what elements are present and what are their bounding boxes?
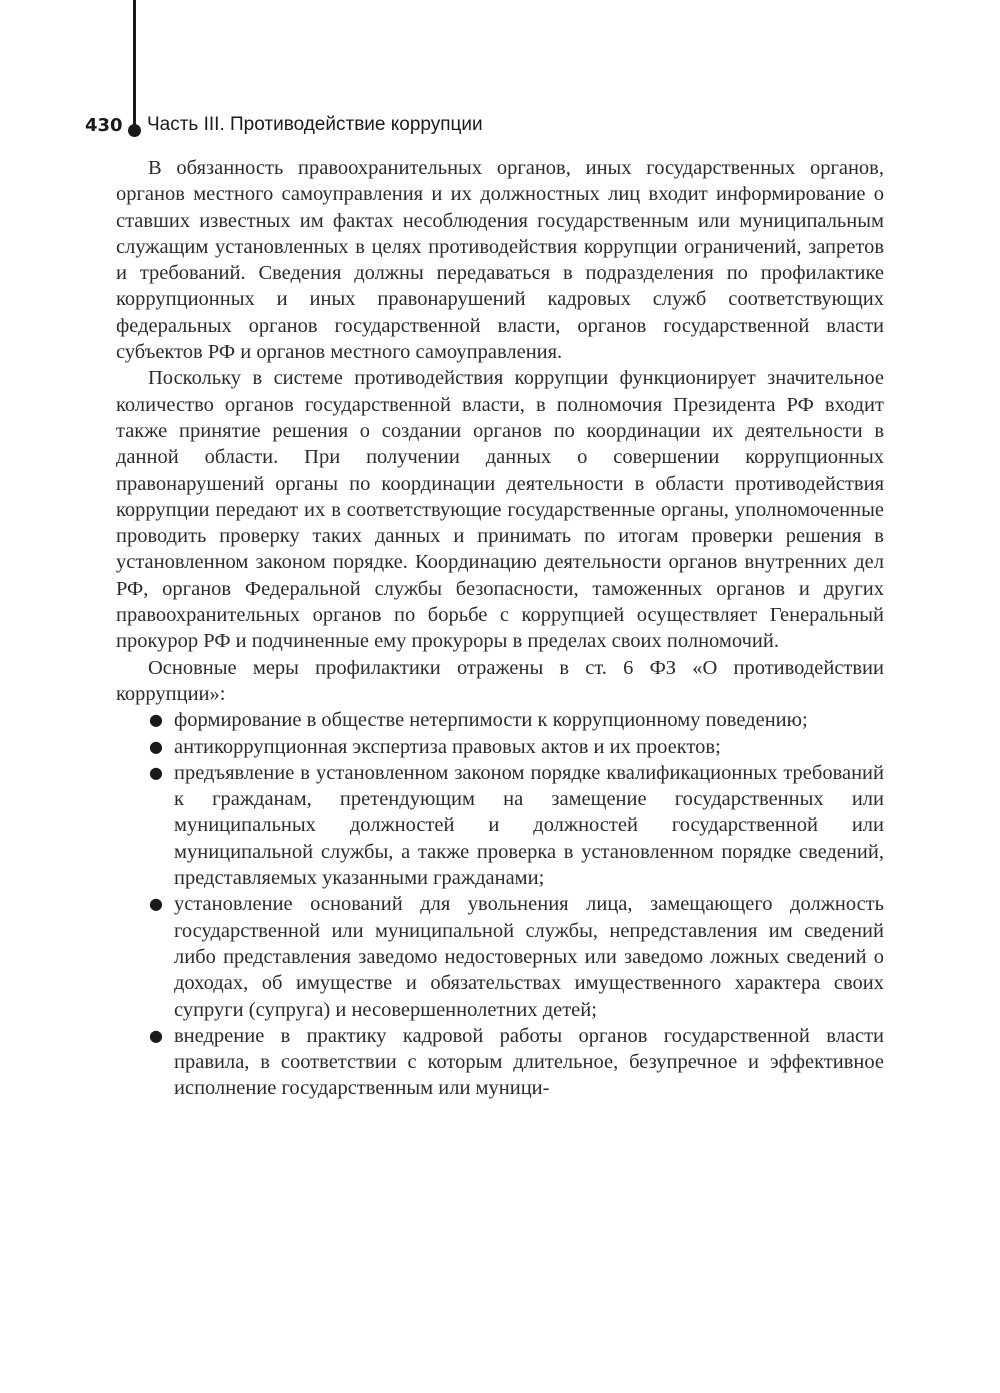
list-item: [116, 707, 884, 733]
prevention-measures-list: [116, 707, 884, 1101]
margin-rule: [133, 0, 136, 127]
bullet-icon: ●: [149, 736, 163, 756]
page-number: 430: [85, 114, 123, 136]
running-head: [85, 110, 483, 140]
list-item-text: внедрение в практику кадровой работы органов государственной власти правила, в соответствии с которым длительное, безупречное и эффективное исполнение государственным или муници-: [174, 1024, 884, 1100]
list-item: [116, 891, 884, 1022]
list-item-text: установление оснований для увольнения лица, замещающего должность государственной или муниципальной службы, непредставления им сведений либо представления заведомо недостоверных или заведомо ложных сведений о доходах, об имуществе и обязательствах имущественного характера своих супруги (супруга) и несовершеннолетних детей;: [174, 893, 884, 1021]
paragraph-3: Основные меры профилактики отражены в ст. 6 ФЗ «О противодействии коррупции»:: [116, 656, 884, 705]
list-item: [116, 760, 884, 891]
bullet-icon: ●: [149, 894, 163, 914]
list-item: [116, 1023, 884, 1102]
list-item: [116, 734, 884, 760]
paragraph-2: Поскольку в системе противодействия коррупции функционирует значительное количество органов государственной власти, в полномочия Президента РФ входит также принятие решения о создании органов по координации их деятельности в данной области. При получении данных о совершении коррупционных правонарушений органы по координации деятельности в области противодействия коррупции передают их в соответствующие государственные органы, уполномоченные проводить проверку таких данных и принимать по итогам проверки решения в установленном законом порядке. Координацию деятельности органов внутренних дел РФ, органов Федеральной службы безопасности, таможенных органов и других правоохранительных органов по борьбе с коррупцией осуществляет Генеральный прокурор РФ и подчиненные ему прокуроры в пределах своих полномочий.: [116, 367, 884, 653]
body-text: [116, 155, 884, 1102]
bullet-icon: ●: [149, 1025, 163, 1045]
paragraph-1: В обязанность правоохранительных органов, иных государственных органов, органов местного самоуправления и их должностных лиц входит информирование о ставших известных им фактах несоблюдения государственным или муниципальным служащим установленных в целях противодействия коррупции ограничений, запретов и требований. Сведения должны передаваться в подразделения по профилактике коррупционных и иных правонарушений кадровых служб соответствующих федеральных органов государственной власти, органов государственной власти субъектов РФ и органов местного самоуправления.: [116, 157, 884, 364]
list-item-text: антикоррупционная экспертиза правовых актов и их проектов;: [174, 735, 721, 758]
bullet-icon: ●: [149, 762, 163, 782]
list-item-text: предъявление в установленном законом порядке квалификационных требований к гражданам, претендующим на замещение государственных или муниципальных должностей и должностей государственной или муниципальной службы, а также проверка в установленном порядке сведений, представляемых указанными гражданами;: [174, 761, 884, 890]
bullet-icon: ●: [149, 710, 163, 730]
chapter-title: Часть III. Противодействие коррупции: [147, 114, 483, 135]
list-item-text: формирование в обществе нетерпимости к коррупционному поведению;: [174, 709, 808, 732]
